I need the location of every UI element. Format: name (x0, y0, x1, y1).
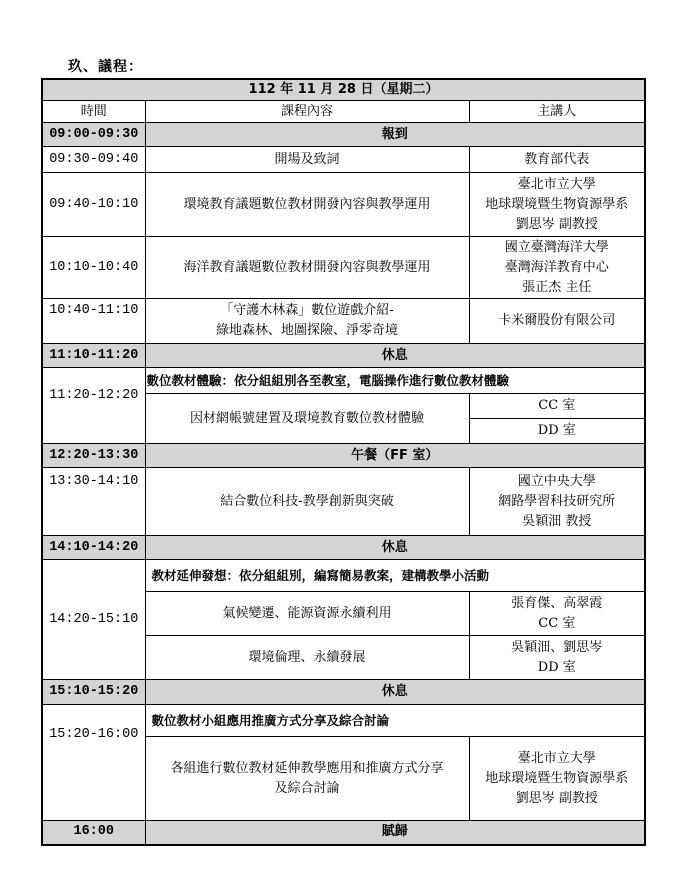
column-header-content: 課程內容 (145, 101, 469, 123)
room-label: DD 室 (469, 419, 645, 444)
row-content: 結合數位科技-教學創新與突破 (145, 468, 469, 536)
room-label: CC 室 (469, 394, 645, 419)
row-time: 15:10-15:20 (42, 680, 145, 705)
row-speaker: 張育傑、高翠霞 CC 室 (469, 592, 645, 636)
row-speaker: 國立中央大學 網路學習科技研究所 吳穎沺 教授 (469, 468, 645, 536)
row-time: 12:20-13:30 (42, 444, 145, 468)
row-time: 14:20-15:10 (42, 560, 145, 680)
session-title: 數位教材小組應用推廣方式分享及綜合討論 (145, 705, 645, 737)
row-content: 休息 (145, 536, 645, 560)
row-content: 午餐（FF 室） (145, 444, 645, 468)
row-time: 09:30-09:40 (42, 147, 145, 173)
date-header: 112 年 11 月 28 日（星期二） (42, 79, 645, 101)
row-time: 09:40-10:10 (42, 173, 145, 237)
row-speaker: 國立臺灣海洋大學 臺灣海洋教育中心 張正杰 主任 (469, 237, 645, 299)
row-content: 休息 (145, 344, 645, 368)
row-time: 13:30-14:10 (42, 468, 145, 536)
agenda-table (41, 78, 646, 846)
row-time: 10:40-11:10 (42, 299, 145, 344)
row-content: 報到 (145, 123, 645, 147)
session-title: 數位教材體驗：依分組組別各至教室，電腦操作進行數位教材體驗 (145, 368, 645, 394)
row-content: 環境倫理、永續發展 (145, 636, 469, 680)
row-content: 賦歸 (145, 821, 645, 845)
section-heading: 玖、議程： (68, 59, 143, 75)
row-content: 因材網帳號建置及環境教育數位教材體驗 (145, 394, 469, 444)
session-title: 教材延伸發想：依分組組別，編寫簡易教案，建構教學小活動 (145, 560, 645, 592)
row-content: 海洋教育議題數位教材開發內容與教學運用 (145, 237, 469, 299)
row-time: 11:20-12:20 (42, 368, 145, 444)
row-speaker: 教育部代表 (469, 147, 645, 173)
row-speaker: 吳穎沺、劉思岑 DD 室 (469, 636, 645, 680)
column-header-time: 時間 (42, 101, 145, 123)
column-header-speaker: 主講人 (469, 101, 645, 123)
row-content: 各組進行數位教材延伸教學應用和推廣方式分享 及綜合討論 (145, 737, 469, 821)
row-content: 開場及致詞 (145, 147, 469, 173)
row-time: 11:10-11:20 (42, 344, 145, 368)
row-speaker: 臺北市立大學 地球環境暨生物資源學系 劉思岑 副教授 (469, 737, 645, 821)
row-content: 「守護木林森」數位遊戲介紹- 綠地森林、地圖探險、淨零奇境 (145, 299, 469, 344)
row-content: 休息 (145, 680, 645, 705)
row-content: 環境教育議題數位教材開發內容與教學運用 (145, 173, 469, 237)
row-time: 15:20-16:00 (42, 705, 145, 821)
row-time: 16:00 (42, 821, 145, 845)
row-speaker: 臺北市立大學 地球環境暨生物資源學系 劉思岑 副教授 (469, 173, 645, 237)
row-time: 09:00-09:30 (42, 123, 145, 147)
row-time: 14:10-14:20 (42, 536, 145, 560)
row-content: 氣候變遷、能源資源永續利用 (145, 592, 469, 636)
row-speaker: 卡米爾股份有限公司 (469, 299, 645, 344)
row-time: 10:10-10:40 (42, 237, 145, 299)
